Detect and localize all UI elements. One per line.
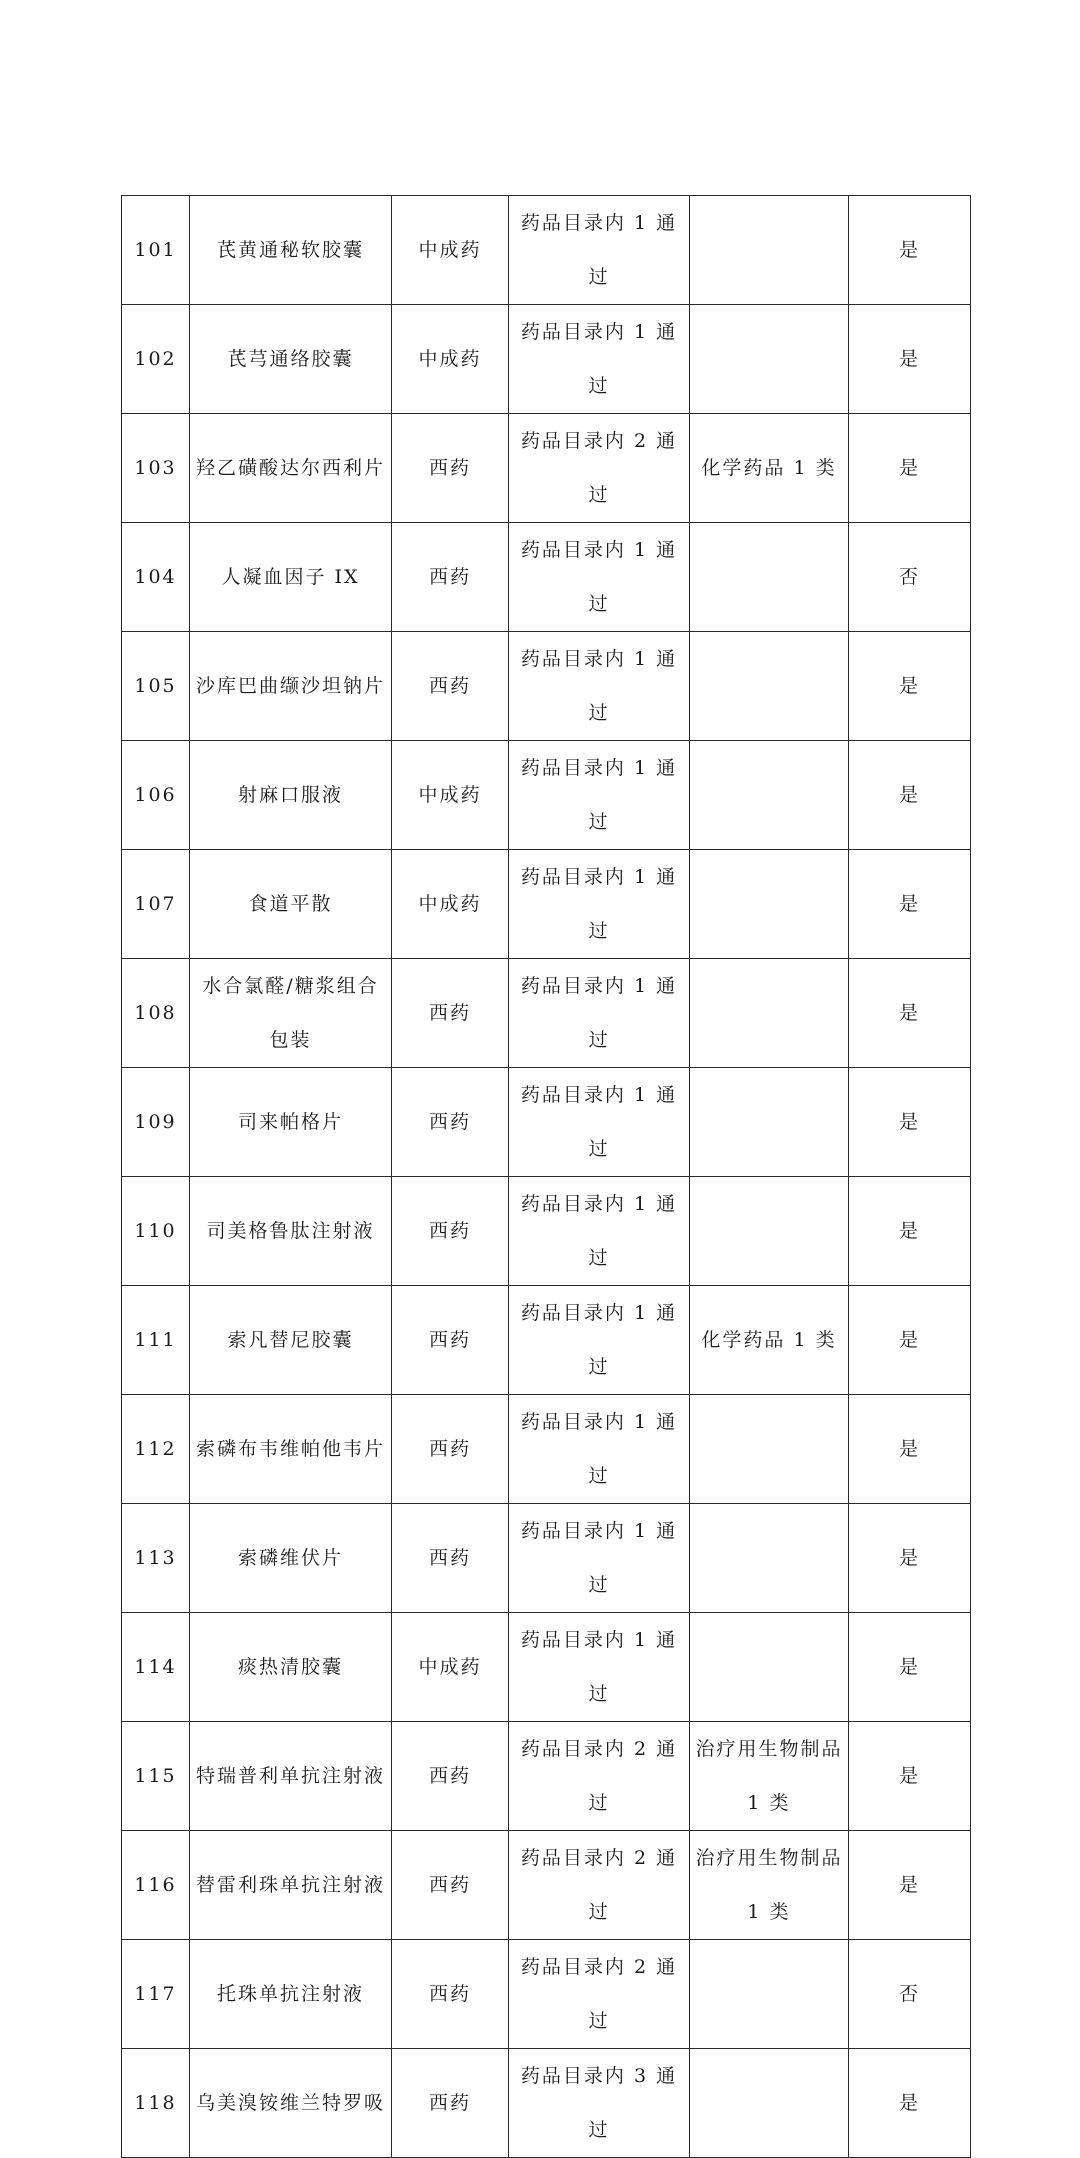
final-result-cell	[849, 1286, 971, 1395]
review-result-cell-text: 药品目录内 1 通过	[520, 1084, 678, 1160]
row-number-cell-text: 114	[134, 1656, 177, 1678]
review-result-cell-text: 药品目录内 2 通过	[520, 430, 678, 506]
row-number-cell-text: 104	[134, 566, 177, 588]
row-number-cell-text: 105	[134, 675, 177, 697]
review-result-cell	[509, 1068, 690, 1177]
drug-name-cell	[190, 196, 392, 305]
final-result-cell-text: 否	[898, 1983, 920, 2005]
table-row	[122, 1395, 971, 1504]
drug-type-cell	[392, 2049, 509, 2158]
registration-category-cell	[690, 523, 849, 632]
row-number-cell-text: 101	[134, 239, 177, 261]
table-row	[122, 1613, 971, 1722]
drug-type-cell	[392, 850, 509, 959]
drug-name-cell	[190, 414, 392, 523]
review-result-cell	[509, 1831, 690, 1940]
drug-name-cell	[190, 1177, 392, 1286]
review-result-cell-text: 药品目录内 1 通过	[520, 1411, 678, 1487]
review-result-cell	[509, 523, 690, 632]
drug-name-cell	[190, 1940, 392, 2049]
drug-type-cell-text: 西药	[428, 1329, 471, 1351]
drug-name-cell	[190, 741, 392, 850]
table-row	[122, 1722, 971, 1831]
review-result-cell-text: 药品目录内 1 通过	[520, 975, 678, 1051]
drug-name-cell-text: 司美格鲁肽注射液	[206, 1220, 375, 1242]
review-result-cell-text: 药品目录内 2 通过	[520, 1847, 678, 1923]
drug-type-cell	[392, 1504, 509, 1613]
row-number-cell-text: 108	[134, 1002, 177, 1024]
review-result-cell	[509, 1722, 690, 1831]
final-result-cell	[849, 2049, 971, 2158]
final-result-cell	[849, 850, 971, 959]
final-result-cell	[849, 1177, 971, 1286]
review-result-cell-text: 药品目录内 1 通过	[520, 757, 678, 833]
table-row	[122, 1068, 971, 1177]
drug-name-cell	[190, 632, 392, 741]
row-number-cell-text: 107	[134, 893, 177, 915]
final-result-cell	[849, 1831, 971, 1940]
drug-name-cell-text: 特瑞普利单抗注射液	[195, 1765, 385, 1787]
final-result-cell-text: 是	[898, 1111, 920, 1133]
drug-name-cell	[190, 1722, 392, 1831]
final-result-cell-text: 是	[898, 1656, 920, 1678]
drug-type-cell	[392, 1613, 509, 1722]
final-result-cell	[849, 632, 971, 741]
drug-name-cell	[190, 1395, 392, 1504]
final-result-cell-text: 是	[898, 239, 920, 261]
final-result-cell-text: 是	[898, 457, 920, 479]
review-result-cell	[509, 196, 690, 305]
row-number-cell-text: 109	[134, 1111, 177, 1133]
final-result-cell	[849, 1722, 971, 1831]
review-result-cell	[509, 1504, 690, 1613]
final-result-cell-text: 是	[898, 1874, 920, 1896]
registration-category-cell	[690, 2049, 849, 2158]
review-result-cell-text: 药品目录内 1 通过	[520, 1193, 678, 1269]
drug-type-cell-text: 西药	[428, 1438, 471, 1460]
drug-type-cell	[392, 523, 509, 632]
registration-category-cell	[690, 1395, 849, 1504]
drug-name-cell-text: 芪黄通秘软胶囊	[216, 239, 364, 261]
final-result-cell-text: 是	[898, 893, 920, 915]
registration-category-cell	[690, 1940, 849, 2049]
row-number-cell-text: 115	[134, 1765, 177, 1787]
final-result-cell-text: 是	[898, 348, 920, 370]
registration-category-cell	[690, 1504, 849, 1613]
table-row	[122, 523, 971, 632]
review-result-cell	[509, 632, 690, 741]
row-number-cell-text: 111	[134, 1329, 177, 1351]
drug-type-cell-text: 西药	[428, 566, 471, 588]
drug-type-cell-text: 中成药	[418, 239, 482, 261]
drug-type-cell-text: 西药	[428, 2092, 471, 2114]
table-row	[122, 196, 971, 305]
review-result-cell-text: 药品目录内 1 通过	[520, 648, 678, 724]
drug-name-cell	[190, 1504, 392, 1613]
table-row	[122, 1504, 971, 1613]
drug-type-cell-text: 西药	[428, 1111, 471, 1133]
drug-name-cell-text: 沙库巴曲缬沙坦钠片	[195, 675, 385, 697]
row-number-cell-text: 102	[134, 348, 177, 370]
drug-type-cell	[392, 741, 509, 850]
row-number-cell-text: 106	[134, 784, 177, 806]
review-result-cell	[509, 305, 690, 414]
registration-category-cell	[690, 1177, 849, 1286]
registration-category-cell-text: 治疗用生物制品 1 类	[695, 1738, 843, 1814]
drug-name-cell-text: 羟乙磺酸达尔西利片	[195, 457, 385, 479]
review-result-cell	[509, 1940, 690, 2049]
registration-category-cell	[690, 959, 849, 1068]
drug-name-cell	[190, 959, 392, 1068]
registration-category-cell	[690, 850, 849, 959]
final-result-cell-text: 是	[898, 1002, 920, 1024]
drug-name-cell-text: 索磷维伏片	[237, 1547, 343, 1569]
review-result-cell-text: 药品目录内 1 通过	[520, 1520, 678, 1596]
drug-type-cell	[392, 1722, 509, 1831]
row-number-cell-text: 116	[134, 1874, 177, 1896]
row-number-cell	[122, 1068, 190, 1177]
final-result-cell-text: 是	[898, 784, 920, 806]
drug-type-cell-text: 中成药	[418, 348, 482, 370]
drug-type-cell	[392, 305, 509, 414]
final-result-cell-text: 是	[898, 1438, 920, 1460]
drug-type-cell	[392, 1831, 509, 1940]
final-result-cell	[849, 1940, 971, 2049]
final-result-cell-text: 是	[898, 1329, 920, 1351]
registration-category-cell-text: 治疗用生物制品 1 类	[695, 1847, 843, 1923]
table-row	[122, 959, 971, 1068]
final-result-cell	[849, 523, 971, 632]
table-row	[122, 1831, 971, 1940]
drug-name-cell-text: 人凝血因子 IX	[221, 566, 360, 588]
registration-category-cell-text: 化学药品 1 类	[701, 457, 837, 479]
drug-type-cell	[392, 1177, 509, 1286]
review-result-cell	[509, 1613, 690, 1722]
table-row	[122, 1286, 971, 1395]
review-result-cell	[509, 741, 690, 850]
row-number-cell	[122, 741, 190, 850]
registration-category-cell-text: 化学药品 1 类	[701, 1329, 837, 1351]
drug-name-cell-text: 芪芎通络胶囊	[227, 348, 354, 370]
review-result-cell	[509, 414, 690, 523]
registration-category-cell	[690, 632, 849, 741]
registration-category-cell	[690, 741, 849, 850]
drug-name-cell	[190, 523, 392, 632]
drug-name-cell	[190, 1286, 392, 1395]
row-number-cell	[122, 1940, 190, 2049]
registration-category-cell	[690, 1831, 849, 1940]
drug-type-cell	[392, 1395, 509, 1504]
drug-name-cell-text: 托珠单抗注射液	[216, 1983, 364, 2005]
review-result-cell-text: 药品目录内 1 通过	[520, 539, 678, 615]
drug-name-cell-text: 替雷利珠单抗注射液	[195, 1874, 385, 1896]
final-result-cell-text: 是	[898, 675, 920, 697]
registration-category-cell	[690, 305, 849, 414]
drug-type-cell	[392, 1940, 509, 2049]
table-row	[122, 850, 971, 959]
drug-name-cell-text: 乌美溴铵维兰特罗吸	[195, 2092, 385, 2114]
drug-type-cell	[392, 959, 509, 1068]
row-number-cell-text: 113	[134, 1547, 177, 1569]
final-result-cell	[849, 959, 971, 1068]
drug-name-cell-text: 水合氯醛/糖浆组合包装	[202, 975, 379, 1051]
row-number-cell-text: 117	[134, 1983, 177, 2005]
review-result-cell	[509, 2049, 690, 2158]
final-result-cell	[849, 196, 971, 305]
review-result-cell-text: 药品目录内 1 通过	[520, 1302, 678, 1378]
registration-category-cell	[690, 1068, 849, 1177]
review-result-cell	[509, 1395, 690, 1504]
drug-type-cell	[392, 196, 509, 305]
row-number-cell	[122, 959, 190, 1068]
registration-category-cell	[690, 196, 849, 305]
drug-review-table	[121, 195, 971, 2158]
registration-category-cell	[690, 1722, 849, 1831]
drug-type-cell-text: 西药	[428, 457, 471, 479]
drug-type-cell-text: 中成药	[418, 784, 482, 806]
row-number-cell	[122, 850, 190, 959]
final-result-cell	[849, 1395, 971, 1504]
row-number-cell	[122, 523, 190, 632]
drug-name-cell-text: 痰热清胶囊	[237, 1656, 343, 1678]
drug-name-cell-text: 索凡替尼胶囊	[227, 1329, 354, 1351]
table-body	[122, 196, 971, 2158]
drug-type-cell-text: 西药	[428, 1765, 471, 1787]
drug-name-cell	[190, 850, 392, 959]
table-row	[122, 414, 971, 523]
registration-category-cell	[690, 1286, 849, 1395]
review-result-cell-text: 药品目录内 3 通过	[520, 2065, 678, 2141]
row-number-cell	[122, 1504, 190, 1613]
final-result-cell	[849, 305, 971, 414]
row-number-cell	[122, 632, 190, 741]
review-result-cell-text: 药品目录内 2 通过	[520, 1738, 678, 1814]
table-row	[122, 1177, 971, 1286]
table-row	[122, 741, 971, 850]
row-number-cell-text: 103	[134, 457, 177, 479]
review-result-cell-text: 药品目录内 1 通过	[520, 1629, 678, 1705]
drug-type-cell-text: 西药	[428, 1874, 471, 1896]
drug-type-cell-text: 西药	[428, 1002, 471, 1024]
final-result-cell-text: 是	[898, 1765, 920, 1787]
row-number-cell-text: 118	[134, 2092, 177, 2114]
row-number-cell	[122, 414, 190, 523]
drug-type-cell-text: 西药	[428, 1220, 471, 1242]
drug-type-cell	[392, 414, 509, 523]
drug-type-cell-text: 西药	[428, 675, 471, 697]
review-result-cell	[509, 959, 690, 1068]
drug-name-cell	[190, 2049, 392, 2158]
row-number-cell	[122, 196, 190, 305]
row-number-cell-text: 112	[134, 1438, 177, 1460]
final-result-cell	[849, 1068, 971, 1177]
review-result-cell-text: 药品目录内 1 通过	[520, 321, 678, 397]
drug-name-cell	[190, 1831, 392, 1940]
drug-name-cell-text: 射麻口服液	[237, 784, 343, 806]
row-number-cell	[122, 1395, 190, 1504]
row-number-cell	[122, 1831, 190, 1940]
final-result-cell-text: 是	[898, 2092, 920, 2114]
drug-type-cell-text: 中成药	[418, 1656, 482, 1678]
final-result-cell-text: 是	[898, 1547, 920, 1569]
review-result-cell	[509, 850, 690, 959]
row-number-cell	[122, 305, 190, 414]
final-result-cell	[849, 414, 971, 523]
drug-name-cell-text: 司来帕格片	[237, 1111, 343, 1133]
table-row	[122, 2049, 971, 2158]
review-result-cell-text: 药品目录内 1 通过	[520, 866, 678, 942]
row-number-cell-text: 110	[134, 1220, 177, 1242]
row-number-cell	[122, 1613, 190, 1722]
row-number-cell	[122, 1722, 190, 1831]
drug-name-cell	[190, 1068, 392, 1177]
drug-type-cell	[392, 1068, 509, 1177]
drug-type-cell-text: 西药	[428, 1547, 471, 1569]
table-row	[122, 305, 971, 414]
final-result-cell-text: 否	[898, 566, 920, 588]
final-result-cell	[849, 1504, 971, 1613]
drug-name-cell	[190, 305, 392, 414]
drug-name-cell-text: 索磷布韦维帕他韦片	[195, 1438, 385, 1460]
review-result-cell	[509, 1286, 690, 1395]
final-result-cell-text: 是	[898, 1220, 920, 1242]
row-number-cell	[122, 2049, 190, 2158]
drug-type-cell-text: 中成药	[418, 893, 482, 915]
drug-type-cell	[392, 1286, 509, 1395]
table-row	[122, 1940, 971, 2049]
drug-name-cell	[190, 1613, 392, 1722]
final-result-cell	[849, 1613, 971, 1722]
review-result-cell-text: 药品目录内 2 通过	[520, 1956, 678, 2032]
registration-category-cell	[690, 1613, 849, 1722]
drug-type-cell-text: 西药	[428, 1983, 471, 2005]
table-row	[122, 632, 971, 741]
final-result-cell	[849, 741, 971, 850]
row-number-cell	[122, 1177, 190, 1286]
registration-category-cell	[690, 414, 849, 523]
drug-type-cell	[392, 632, 509, 741]
drug-name-cell-text: 食道平散	[248, 893, 333, 915]
row-number-cell	[122, 1286, 190, 1395]
review-result-cell	[509, 1177, 690, 1286]
review-result-cell-text: 药品目录内 1 通过	[520, 212, 678, 288]
